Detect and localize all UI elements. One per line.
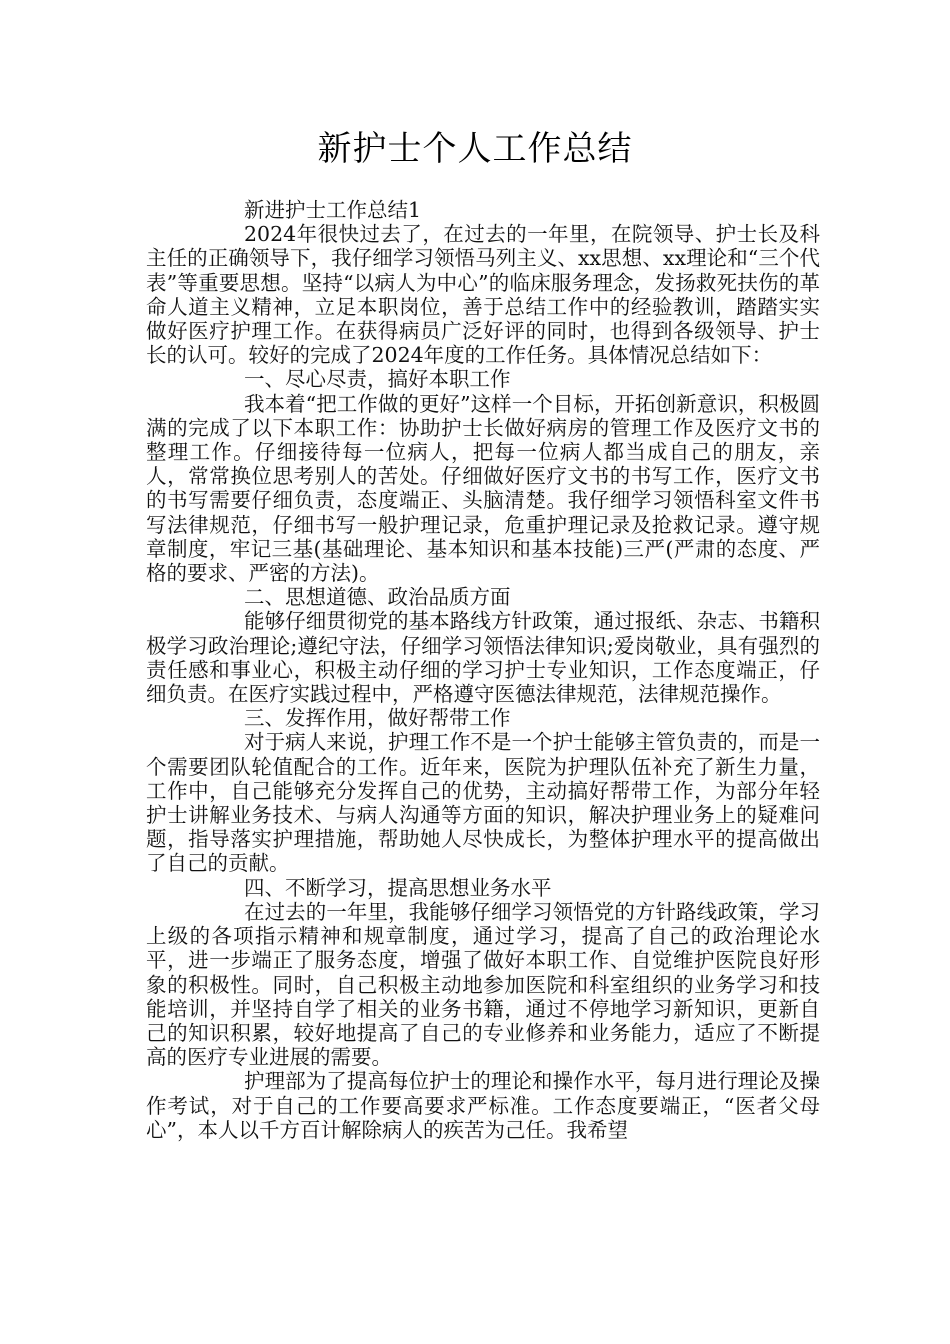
paragraph-4: 在过去的一年里，我能够仔细学习领悟党的方针路线政策，学习上级的各项指示精神和规章制度，通过学习，提高了自己的政治理论水平，进一步端正了服务态度，增强了做好本职工作、自觉维护医院良好形象的积极性。同时，自己积极主动地参加医院和科室组织的业务学习和技能培训，并坚持自学了相关的业务书籍，通过不停地学习新知识，更新自己的知识积累，较好地提高了自己的专业修养和业务能力，适应了不断提高的医疗专业进展的需要。 (146, 899, 820, 1070)
section-heading-2: 二、思想道德、政治品质方面 (244, 585, 511, 610)
section-heading-4: 四、不断学习，提高思想业务水平 (244, 875, 552, 900)
section-heading-3: 三、发挥作用，做好帮带工作 (244, 706, 511, 731)
section-heading-1: 一、尽心尽责，搞好本职工作 (244, 367, 511, 392)
document-title: 新护士个人工作总结 (317, 129, 633, 169)
document-body (146, 198, 820, 1142)
paragraph-3: 对于病人来说，护理工作不是一个护士能够主管负责的，而是一个需要团队轮值配合的工作。近年来，医院为护理队伍补充了新生力量，工作中，自己能够充分发挥自己的优势，主动搞好帮带工作，为部分年轻护士讲解业务技术、与病人沟通等方面的知识，解决护理业务上的疑难问题，指导落实护理措施，帮助她人尽快成长，为整体护理水平的提高做出了自己的贡献。 (146, 730, 820, 876)
paragraph-intro: 2024年很快过去了，在过去的一年里，在院领导、护士长及科主任的正确领导下，我仔细学习领悟马列主义、xx思想、xx理论和“三个代表”等重要思想。坚持“以病人为中心”的临床服务理念，发扬救死扶伤的革命人道主义精神，立足本职岗位，善于总结工作中的经验教训，踏踏实实做好医疗护理工作。在获得病员广泛好评的同时，也得到各级领导、护士长的认可。较好的完成了2024年度的工作任务。具体情况总结如下： (146, 222, 820, 368)
paragraph-1: 我本着“把工作做的更好”这样一个目标，开拓创新意识，积极圆满的完成了以下本职工作：协助护士长做好病房的管理工作及医疗文书的整理工作。仔细接待每一位病人，把每一位病人都当成自己的朋友，亲人，常常换位思考别人的苦处。仔细做好医疗文书的书写工作，医疗文书的书写需要仔细负责，态度端正、头脑清楚。我仔细学习领悟科室文件书写法律规范，仔细书写一般护理记录，危重护理记录及抢救记录。遵守规章制度，牢记三基(基础理论、基本知识和基本技能)三严(严肃的态度、严格的要求、严密的方法)。 (146, 391, 820, 586)
paragraph-5: 护理部为了提高每位护士的理论和操作水平，每月进行理论及操作考试，对于自己的工作要高要求严标准。工作态度要端正，“医者父母心”，本人以千方百计解除病人的疾苦为己任。我希望 (146, 1069, 820, 1142)
paragraph-2: 能够仔细贯彻党的基本路线方针政策，通过报纸、杂志、书籍积极学习政治理论;遵纪守法，仔细学习领悟法律知识;爱岗敬业，具有强烈的责任感和事业心，积极主动仔细的学习护士专业知识，工作态度端正，仔细负责。在医疗实践过程中，严格遵守医德法律规范，法律规范操作。 (146, 609, 820, 707)
section-subtitle: 新进护士工作总结1 (244, 198, 422, 222)
